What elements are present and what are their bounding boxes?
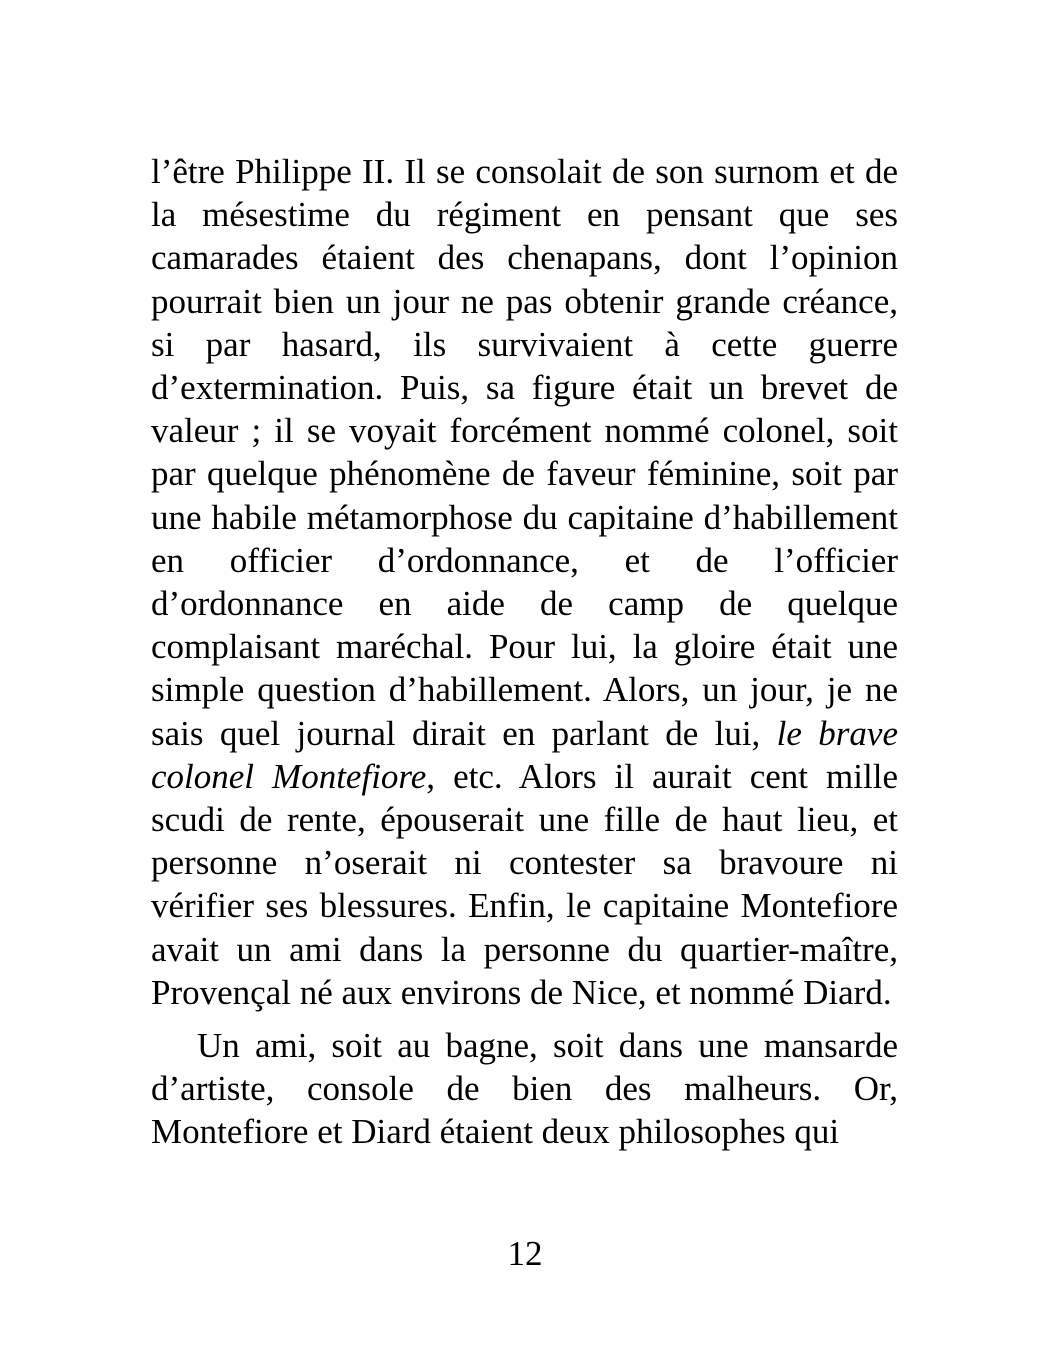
body-text [151, 150, 898, 1154]
italic-quote: le brave colonel Montefiore [151, 713, 898, 796]
paragraph-text: l’être Philippe II. Il se consolait de son surnom et de la mésestime du régiment en pensant que ses camarades étaient des chenapans, dont l’opinion pourrait bien un jour ne pas obtenir grande créance, si par hasard, ils survivaient à cette guerre d’extermination. Puis, sa figure était un brevet de valeur ; il se voyait forcément nommé colonel, soit par quelque phénomène de faveur féminine, soit par une habile métamorphose du capitaine d’habillement en officier d’ordonnance, et de l’officier d’ordonnance en aide de camp de quelque complaisant maréchal. Pour lui, la gloire était une simple question d’habillement. Alors, un jour, je ne sais quel journal dirait en parlant de lui, [151, 152, 898, 753]
paragraph-text: , etc. Alors il aurait cent mille scudi de rente, épouserait une fille de haut lieu, et personne n’oserait ni contester sa bravoure ni vérifier ses blessures. Enfin, le capitaine Montefiore avait un ami dans la personne du quartier-maître, Provençal né aux environs de Nice, et nommé Diard. [151, 756, 898, 1012]
paragraph [151, 150, 898, 1014]
page-number: 12 [507, 1234, 543, 1273]
paragraph: Un ami, soit au bagne, soit dans une mansarde d’artiste, console de bien des malheurs. Or, Montefiore et Diard étaient deux philosophes qui [151, 1026, 898, 1152]
